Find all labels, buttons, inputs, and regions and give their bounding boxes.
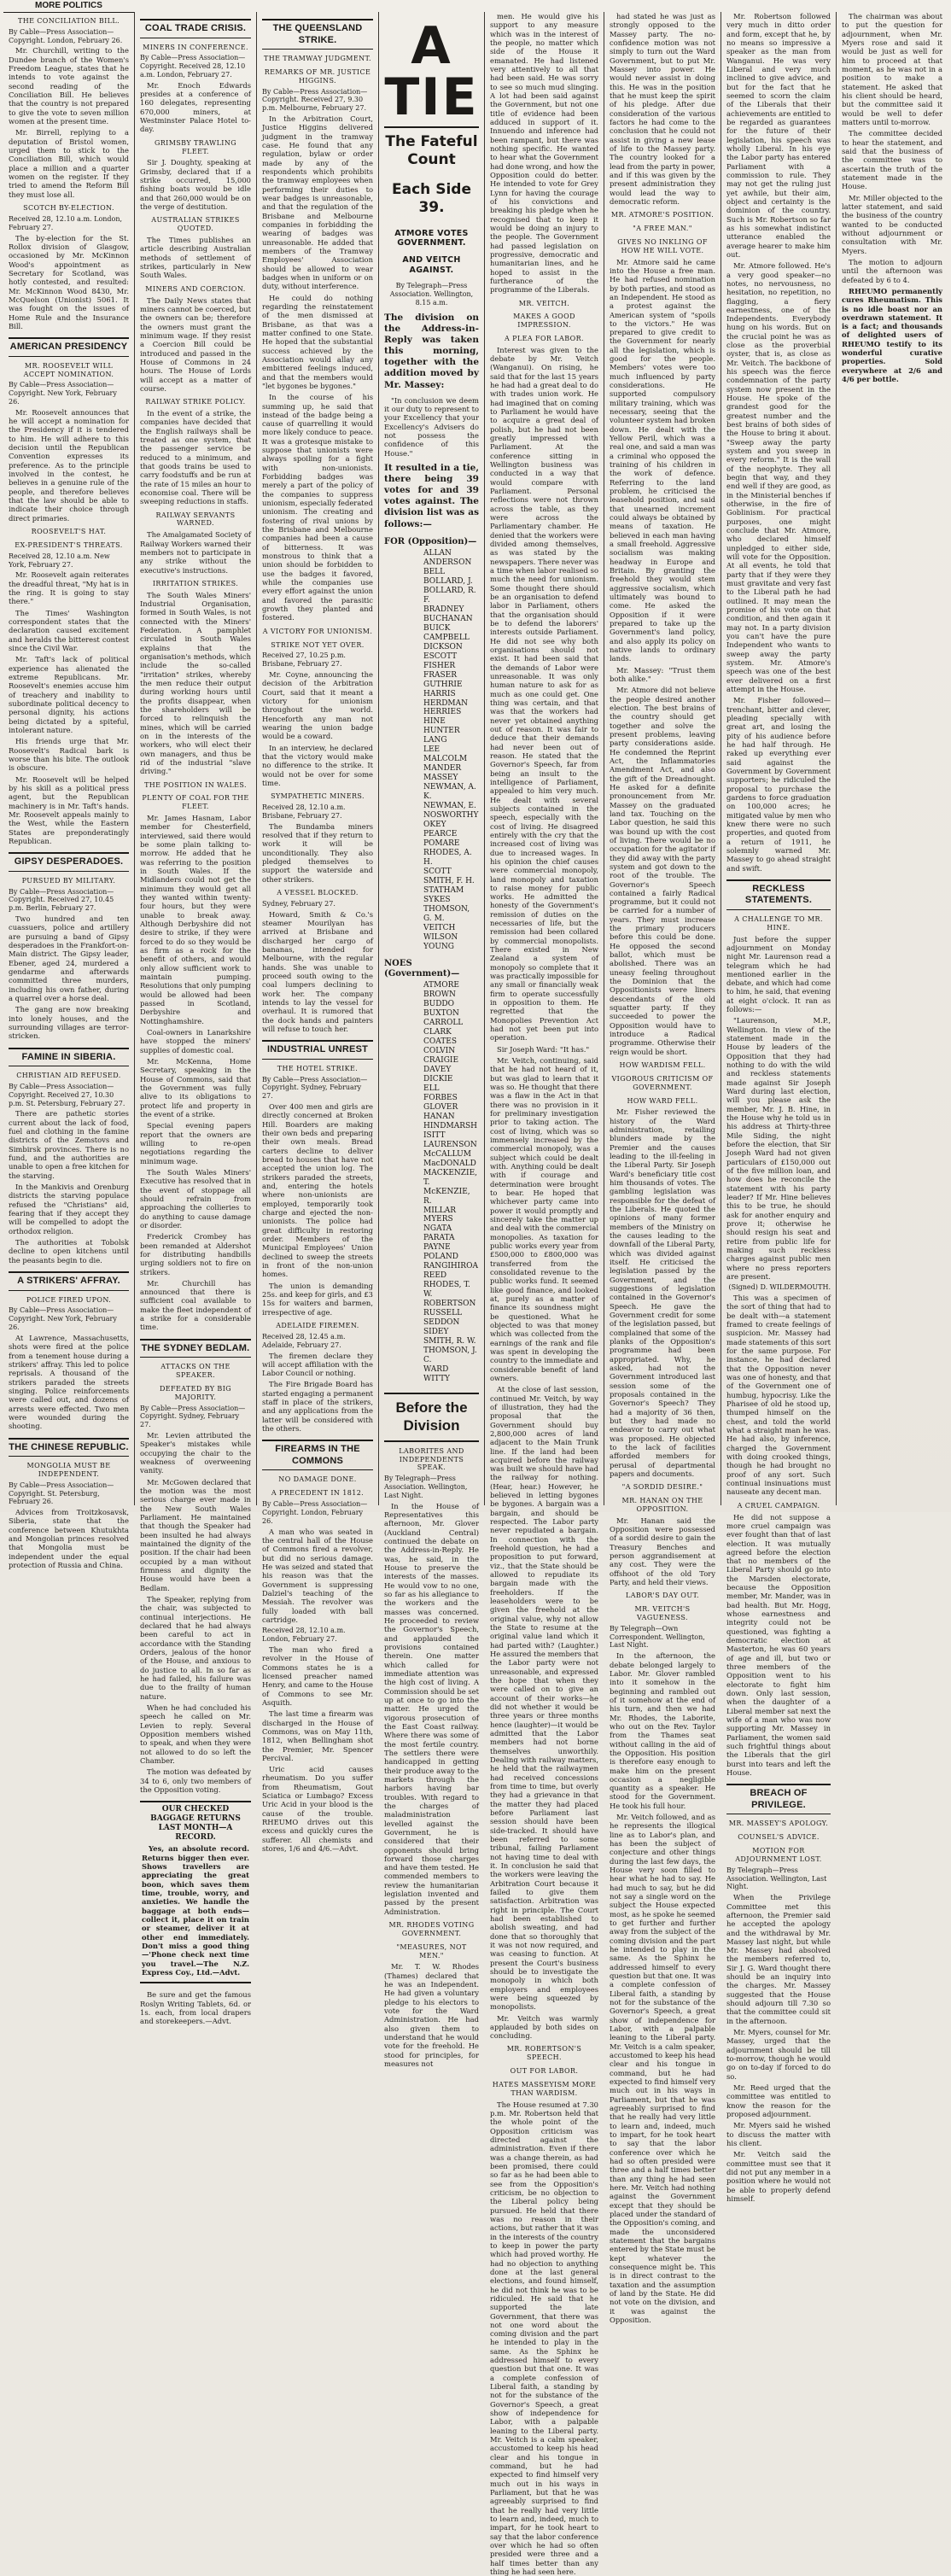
subhead: "MEASURES, NOT MEN." <box>396 1942 467 1960</box>
column-1 <box>3 12 134 1570</box>
paragraph: In the House of Representatives this afternoon, Mr. Glover (Auckland Central) continued the debate on the Address-in-Reply. He was, he said, in the House to preserve the interests of the masses. He would vow to no one, so far as his allegiance to the workers and the masses was concerned. He proceeded to review the Governor's Speech, and applauded the provisions contained therein. One matter which called for immediate attention was the high cost of living. A Commission should be set up at once to go into the matter. He urged the vigorous prosecution of the East Coast railway. Where there was some of the most fertile country. The settlers there were handicapped in getting their produce away to the markets through the harbors having bar troubles. With regard to the charges of maladministration levelled against the Government, he is considered that their opponents should bring forward those charges and have them tested. He commended members to review the humanitarian legislation invented and passed by the present Administration. <box>384 1501 479 1916</box>
paragraph: The motion to adjourn until the afternoon was defeated by 6 to 4. <box>842 257 942 284</box>
paragraph: Mr. Atmore did not believe the people desired another election. The best brains of the country should get together and solve the present problems, leaving party considerations aside. He condemned the Reprint Act, the Inflammatories Amendment Act, and also the gift of the Dreadnought. He asked for a definite pronouncement from Mr. Massey on the graduated land tax. Touching on the Labor question, he said this was bound up with the cost of living. There would be no occupation for the agitator if they did away with the party system and got down to the root of the trouble. The Governor's Speech contained a fairly Radical programme, but it could not be carried for a number of years. They must increase the primary producers before this could be done. He opposed the second ballot, which must be abolished. There was an uneasy feeling throughout the Dominion that the Oppositionists were liners descendants of the old squatter party. If they succeeded to power the Opposition would have to introduce a Radical programme. Otherwise their reign would be short. <box>610 686 715 1056</box>
paragraph: Mr. Veitch followed, and as he represents the illogical line as to Labor's plan, and has been the subject of conjecture and other things during the last few days, the House very soon filled to hear what he had to say. He had much to say, but he did not say a single word on the subject the House expected most, as he spoke he seemed to get further and further away from the subject of the coming division and the part he intended to play in the same. As the Sphinx he addressed himself to every question but that one. It was a complete confession of Liberal faith, a standing by not for the substance of the Governor's Speech, a great show of independence for Labor, with a palpable leaning to the Liberal party. Mr. Veitch is a calm speaker, accustomed to keep his head clear and his tongue in command, but he had expected to find himself very much out in his ways in Parliament, but that he was agreeably surprised to find that he really had very little to learn and, indeed, much to impart, for he took heart to say that the labor conference over which he had so often presided were three and a half times better than any thing he had seen here. Mr. Veitch had nothing against the Government except that they should be placed under the standard of the Opposition's coming, and made the unconsidered statement that the bargains entered by the State must be kept whatever the consequence might be. This is in direct contrast to the taxation and the assumption of land by the State. He did not vote on the division, and it was against the Opposition. <box>610 1813 715 2324</box>
member-name: BROWN <box>423 990 456 1000</box>
section-title: Before the Division <box>384 1393 479 1442</box>
paragraph: The Bundamba miners resolved that if they return to work it will be unconditionally. They also pledged themselves to support the waterside and other strikers. <box>262 821 373 884</box>
paragraph: The gang are now breaking into lonely houses, and the surrounding villages are terror-stricken. <box>9 1005 129 1041</box>
member-name: NOSWORTHY <box>423 811 479 821</box>
paragraph: Mr. Miller objected to the latter statement, and said the business of the country wanted to be conducted without adjournment or consultation with Mr. Myers. <box>842 193 942 255</box>
paragraph: The Fire Brigade Board has started engaging a permanent staff in place of the strikers, and any applications from the latter will be considered with the others. <box>262 1380 373 1434</box>
member-name: BELL <box>423 567 446 576</box>
ad-text: Yes, an absolute record. Returns bigger then ever. Shows travellers are appreciating the great boon, which saves them time, trouble, worry, and anxieties. We handle the baggage at both ends—collect it, place it on train or steamer, deliver it at other end immediately. Don't miss a good thing—'Phone check next time you travel.—The N.Z. Express Coy., Ltd.—Advt. <box>142 1844 249 1977</box>
paragraph: When the Privilege Committee met this afternoon, the Premier said he accepted the apology and the withdrawal by Mr. Massey last night, but while Mr. Massey had absolved the members referred to, Sir J. G. Ward thought there should be an inquiry into the charges. Mr. Massey suggested that the House should adjourn till 7.30 so that the committee could sit in the afternoon. <box>726 1893 831 2025</box>
subhead: AUSTRALIAN STRIKES QUOTED. <box>151 216 240 233</box>
paragraph: His friends urge that Mr. Roosevelt's Radical bark is worse than his bite. The outlook is obscure. <box>9 737 129 773</box>
advertisement-text: RHEUMO permanently cures Rheumatism. This is no idle boast nor an overdrawn statement. It is a fact; and thousands of delighted users of RHEUMO testify to its wonderful curative properties. Sold everywhere at 2/6 and 4/6 per bottle. <box>842 286 942 384</box>
member-name: BOLLARD, R. F. <box>423 586 476 605</box>
dateline: Received 27, 10.25 p.m. Brisbane, February 27. <box>262 651 346 669</box>
subhead: DEFEATED BY BIG MAJORITY. <box>159 1384 232 1401</box>
paragraph: Mr. Atmore said he came into the House a free man. He had refused nomination by both parties, and stood as an Independent. He stood as a protest against the American system of "spoils to the victors." He was prepared to give credit to the Government for nearly all the legislation, which is good for the people. Members' votes were too much influenced by party considerations. He supported compulsory military training, which was necessary, seeing that the volunteer system had broken down. He dealt with the Yellow Peril, which was a real one, and said a man was a criminal who opposed the training of his children in the work of defence. Referring to the land problem, he criticised the leasehold position, and said that unearned increment could always be obtained by means of taxation. He believed in each man having a small freehold. Aggressive socialism was making headway in Europe and Britain. By granting the freehold they would stem aggressive socialism, which ultimately was bound to come. He asked the Opposition if it were prepared to take up the Government's land policy, and also apply its policy on native lands to ordinary lands. <box>610 257 715 663</box>
paragraph: Mr. Myers, counsel for Mr. Massey, urged that the adjournment should be till to-morrow, though he would go on to-day if forced to do so. <box>726 2028 831 2081</box>
dateline: Received 28, 12.10 a.m. London, February 27. <box>9 214 123 231</box>
subhead: ROOSEVELT'S HAT. <box>31 528 107 536</box>
subhead: MAKES A GOOD IMPRESSION. <box>513 313 575 330</box>
dateline: By Cable—Press Association—Copyright. Received 27, 9.30 p.m. Melbourne, February 27. <box>262 87 368 113</box>
member-name: SIDEY <box>423 1328 449 1337</box>
dateline: By Telegraph—Press Association. Wellington, Last Night. <box>384 1475 468 1499</box>
dateline: Received 28, 12.10 a.m. London, February 27. <box>262 1627 346 1644</box>
dateline: Received 28, 12.10 a.m. New York, February 27. <box>9 552 110 569</box>
subhead: GIVES NO INKLING OF HOW HE WILL VOTE. <box>617 237 708 254</box>
subhead: ADELAIDE FIREMEN. <box>276 1322 359 1330</box>
subhead: MR. ROBERTSON'S SPEECH. <box>506 2045 582 2062</box>
ayes-list <box>423 549 479 952</box>
paragraph: There are pathetic stories current about the lack of food, fuel and clothing in the famine districts of the Zemstovs and Simbirsk provinces. There is no fund, and the authorities are unable to open a free kitchen for the starving. <box>9 1109 129 1180</box>
advertisement-text: Be sure and get the famous Roslyn Writing Tablets, 6d. or 1s. each, from local drapers and storekeepers.—Advt. <box>140 1990 251 2026</box>
member-name: COATES <box>423 1037 458 1047</box>
paragraph: Interest was given to the debate by Mr. Veitch (Wanganui). On rising, he said that for the last 15 years he had had a great deal to do with trades union work. He had imagined that on coming to Parliament he would have to acquire a great deal of polish, but he had not been greatly impressed with Parliament. At the conference sitting in Wellington business was conducted in a way that would compare with Parliament. Personal reflections were not thrown across the table, as they were across the Parliamentary chamber. He denied that the workers were divided among themselves, as was stated by the newspapers. There never was a time when labor realised so much the need for unionism. Some thought there should be an organisation to defend labor in Parliament, others that the organisation should be to defend the laborers' interests outside Parliament. He did not see why both organisations should not exist. It had been said that the demands of Labor were unreasonable. It was only human nature to ask for as much as one could get. One thing was certain, and that was that the workers had never yet obtained anything out of reason. It was fair to deduce that their demands had never been out of reason. He stated that the Governor's Speech, far from being an insult to the intelligence of Parliament, appealed to him very much. He dealt with several subjects contained in the speech, especially with the cost of living. He disagreed entirely with the cry that the increased cost of living was due to increased wages. In his opinion the chief causes were commercial monopoly, land monopoly and taxation to raise money for public works. He admitted the honesty of the Government's remission of duties on the necessaries of life, but the remission had been collared by commercial monopolists. There existed in New Zealand a system of monopoly so complete that it was practically impossible for any small or financially weak firm to operate successfully in opposition to them. He regretted that the Monopolies Prevention Act had not yet been put into operation. <box>490 345 598 1043</box>
headline: THE CONCILIATION BILL. <box>17 17 120 25</box>
paragraph: The firemen declare they will accept affiliation with the Labor Council or nothing. <box>262 1351 373 1378</box>
advertisement-text: Uric acid causes rheumatism. Do you suffer from Rheumatism, Gout Sciatica or Lumbago? Excess Uric Acid in your blood is the cause of the trouble. RHEUMO drives out this excess and quickly cures the sufferer. All chemists and stores, 1/6 and 4/6.—Advt. <box>262 1765 373 1854</box>
section-title: COAL TRADE CRISIS. <box>140 19 251 38</box>
member-name: ATMORE <box>423 981 459 990</box>
subhead: A VESSEL BLOCKED. <box>277 889 359 897</box>
paragraph: Howard, Smith & Co.'s steamer Mourilyan has arrived at Brisbane and discharged her cargo of bananas, intended for Melbourne, with the regular hands. She was unable to proceed south owing to the coal lumpers declining to work her. The company intends to lay the vessel for overhaul. It is rumored that the dock hands and painters will refuse to touch her. <box>262 909 373 1033</box>
member-name: CARROLL <box>423 1019 464 1028</box>
paragraph: At Lawrence, Massachusetts, shots were fired at the police from a tenement house during a strikers' affray. This led to police reprisals. A thousand of the strikers paraded the streets singing. Police reinforcements were called out, and dozens of arrests were effected. Two men were wounded during the shooting. <box>9 1333 129 1431</box>
column-4 <box>378 12 484 2069</box>
member-name: McCALLUM <box>423 1149 471 1159</box>
member-name: REED <box>423 1271 447 1281</box>
paragraph: In the Mankivis and Orenburg districts the starving populace refused the "Christians" aid, fearing that if they accept they will be compelled to adopt the orthodox religion. <box>9 1183 129 1235</box>
member-name: SMITH, F. H. <box>423 876 475 885</box>
paragraph: Advices from Troitzkosavsk, Siberia, state that the conference between Khutukhta and Mongolian princes resolved that Mongolia must be independent under the equal protection of Russia and China. <box>9 1508 129 1570</box>
paragraph: Mr. Fisher followed—trenchant, bitter and clever, pleading specially with great art, and losing the pity of his audience before he had half through. He raked up everything ever said against the Government by Government supporters; he ridiculed the proposal to purchase the gardens to force graduation on 100,000 acres; he mitigated value by men who knew there were no such properties, and quoted from a return of 1911, he solemnly warned Mr. Massey to go ahead straight and swift. <box>726 696 831 873</box>
paragraph: Mr. Roosevelt will be helped by his skill as a political press agent, but the Republican machinery is in Mr. Taft's hands. Mr. Roosevelt appeals mainly to the West, while the Eastern States are preponderatingly Republican. <box>9 774 129 845</box>
subhead: OUT FOR LABOR. <box>510 2067 579 2076</box>
paragraph: Mr. Veitch was warmly applauded by both sides on concluding. <box>490 2013 598 2041</box>
member-name: HINE <box>423 717 446 727</box>
member-name: COLVIN <box>423 1047 456 1056</box>
section-title: FAMINE IN SIBERIA. <box>9 1048 129 1067</box>
quote: "In conclusion we deem it our duty to represent to your Excellency that your Excellency's Advisers do not possess the confidence of this House." <box>384 395 479 458</box>
subhead: MR. ATMORE'S POSITION. <box>610 211 715 219</box>
paragraph: Sir J. Doughty, speaking at Grimsby, declared that if a strike occurred, 15,000 fishing boats would be idle and that 260,000 would be on the verge of destitution. <box>140 158 251 212</box>
subhead: HATES MASSEYISM MORE THAN WARDISM. <box>492 2080 597 2097</box>
paragraph: Mr. Fisher reviewed the history of the Ward administration, retailing blunders made by the Premier and the causes leading to the ill-feeling in the Liberal Party. Sir Joseph Ward's beneficiary title cost him thousands of votes. The gambling legislation was responsible for the defeat of the Liberals. He quoted the opinions of many former members of the Ministry on the causes leading to the downfall of the Liberal Party, which was divided against itself. He criticised the legislation passed by the Government, and the suggestions of legislation contained in the Governor's Speech. He gave the Government credit for some of the legislation passed, but complained that some of the planks of the Opposition's programme had been appropriated. Why, he asked, had not the Government introduced last session some of the proposals contained in the Governor's Speech? They had a majority of 36 then, but they had made no endeavor to carry out what was proposed. He objected to the lack of facilities afforded members for perusal of departmental papers and documents. <box>610 1107 715 1478</box>
subhead: SYMPATHETIC MINERS. <box>271 792 365 801</box>
member-name: ANDERSON <box>423 558 472 567</box>
member-name: RUSSELL <box>423 1309 463 1318</box>
paragraph: The motion was defeated by 34 to 6, only two members of the Opposition voting. <box>140 1767 251 1794</box>
subhead: IRRITATION STRIKES. <box>152 579 239 587</box>
member-name: DICKIE <box>423 1074 453 1084</box>
member-name: CAMPBELL <box>423 633 470 642</box>
member-name: BUDDO <box>423 1000 455 1009</box>
member-name: MACKENZIE, T. <box>423 1168 478 1187</box>
dateline: By Telegraph—Press Association. Wellington, Last Night. <box>726 1866 827 1891</box>
dateline: Sydney, February 27. <box>262 899 335 908</box>
lede: It resulted in a tie, there being 39 votes for and 39 votes against. The division list was as follows:— <box>384 462 479 529</box>
member-name: GLOVER <box>423 1102 458 1112</box>
subhead: RAILWAY SERVANTS WARNED. <box>155 511 236 528</box>
subhead: POLICE FIRED UPON. <box>26 1295 112 1304</box>
member-name: HINDMARSH <box>423 1121 477 1130</box>
ayes-heading: FOR (Opposition)— <box>384 536 477 546</box>
subhead: LABOR'S DAY OUT. <box>625 1592 700 1600</box>
member-name: POMARE <box>423 839 460 849</box>
member-name: PAYNE <box>423 1243 451 1253</box>
paragraph: Mr. McGowen declared that the motion was the most serious charge ever made in the New South Wales Parliament. He maintained that though the Speaker had been insulted he had always maintained the dignity of the position. If the chair had been occupied by a man without firmness and dignity the House would have been a Bedlam. <box>140 1477 251 1592</box>
subhead: REMARKS OF MR. JUSTICE HIGGINS. <box>264 67 371 85</box>
paragraph: Mr. Taft's lack of political experience has alienated the extreme Republicans. Mr. Roosevelt's enemies accuse him of treachery and inability to subordinate political decency to personal dignity, his actions being dictated by a spiteful, intolerant nature. <box>9 655 129 734</box>
subhead: PLENTY OF COAL FOR THE FLEET. <box>142 794 249 811</box>
member-name: FISHER <box>423 661 456 670</box>
subhead: HOW WARDISM FELL. <box>619 1061 706 1070</box>
member-name: ISITT <box>423 1130 446 1140</box>
column-8 <box>836 12 948 1505</box>
paragraph: The by-election for the St. Rollox division of Glasgow, occasioned by Mr. McKinnon Wood's appointment as Secretary for Scotland, was hotly contested, and resulted: Mr. McKinnon Wood 8430, Mr. McQuelson (Unionist) 5061. It was fought on the issues of Home Rule and the Insurance Bill. <box>9 233 129 330</box>
section-title: FIREARMS IN THE COMMONS <box>262 1440 373 1470</box>
paragraph: He did not suppose a more cruel campaign was ever fought than that of last election. It was mutually agreed before the election that no members of the Liberal Party should go into the Marsden electorate, because the Opposition member, Mr. Mander, was in bad health. But Mr. Hogg, whose earnestness and integrity could not be questioned, was fighting a democratic election at Masterton, he was 60 years of age and ill, but two or three members of the Opposition went to his electorate to fight him down. Only last session, when the daughter of a Liberal member sat next the wife of a man who was now supporting Mr. Massey in Parliament, the women said such frightful things about the Liberals that the girl burst into tears and left the House. <box>726 1512 831 1778</box>
member-name: ALLAN <box>423 549 452 558</box>
paragraph: A man who was seated in the central hall of the House of Commons fired a revolver, but did no serious damage. He was seized and stated that his reason was that the Government is suppressing Dalziel's teaching of the Messiah. The revolver was fully loaded with ball cartridge. <box>262 1527 373 1624</box>
dateline: By Cable—Press Association—Copyright. New York, February 26. <box>9 381 117 406</box>
column-3 <box>256 12 378 1854</box>
paragraph: The House resumed at 7.30 p.m. Mr. Robertson held that the whole point of the Opposition criticism was directed against the administration. Even if there was a change therein, as had been promised, there could so far as he had been able to see from the Opposition's criticism, be no objection to the Liberal policy being pursued. He held that there was no reason in their actions, but rather that it was in the interests of the country to keep in power the party which had proved worthy. He had no objection to anything done at the last general elections, and found himself, he did not think he was to be ridiculed. He said that he supported the late Government, that there was not one word about the coming division and the part he intended to play in the same. As the Sphinx he addressed himself to every question but that one. It was a complete confession of Liberal faith, a standing by not for the substance of the Governor's Speech, a great show of independence for Labor, with a palpable leaning to the Liberal party. Mr. Veitch is a calm speaker, accustomed to keep his head clear and his tongue in command, but he had expected to find himself very much out in his ways in Parliament, but that he was agreeably surprised to find that he really had very little to learn and, indeed, much to impart, for he took heart to say that the labor conference over which he had so often presided were three and a half times better than any thing he had seen here. <box>490 2100 598 2576</box>
dateline: By Cable—Press Association—Copyright. Sydney, February 27. <box>140 1404 246 1429</box>
paragraph: Mr. Coyne, announcing the decision of the Arbitration Court, said that it meant a victory for unionism throughout the world. Henceforth any man not wearing the union badge would be a coward. <box>262 670 373 741</box>
member-name: HARRIS <box>423 689 456 698</box>
paragraph: He could do nothing regarding the reinstatement of the men dismissed at Brisbane, as that was a matter confined to one State. He hoped that the substantial success achieved by the Association would allay any embittered feelings induced, and that the members would "let bygones be bygones." <box>262 293 373 390</box>
section-title: RECKLESS STATEMENTS. <box>726 879 831 910</box>
signature: (Signed) D. WILDERMOUTH. <box>728 1283 831 1292</box>
paragraph: The man who fired a revolver in the House of Commons states he is a licensed preacher named Henry, and came to the House of Commons to see Mr. Asquith. <box>262 1644 373 1707</box>
member-name: BUCHANAN <box>423 614 473 623</box>
paragraph: Mr. Robertson followed very much in ditto order and form, except that he, by no means so impressive a speaker as the man from Wanganui. He was very Liberal and very much inclined to give advice, and but for the fact that he seemed to scorn the claim of the Liberals that their achievements are entitled to be regarded as guarantees for the future of their legislation, his speech was wholly Liberal. In his eye the Labor party has entered Parliament with a commission to rule. They may not get the ruling just yet awhile, but their aim, object and certainty is the dominion of the country. Such is Mr. Robertson so far as his somewhat indistinct utterance enabled the average hearer to make him out. <box>726 12 831 259</box>
paragraph: Coal-owners in Lanarkshire have stopped the miners' supplies of domestic coal. <box>140 1027 251 1054</box>
member-name: YOUNG <box>423 942 454 951</box>
subhead: MR. VEITCH'S VAGUENESS. <box>634 1605 691 1621</box>
member-name: RHODES, T. W. <box>423 1281 470 1300</box>
member-name: CRAIGIE <box>423 1056 459 1066</box>
paragraph: "Laurenson, M.P., Wellington. In view of the statement made in the House by leaders of the Opposition that they had nothing to do with the wild and reckless statements made against Sir Joseph Ward during last election, will you please ask the member, Mr. J. B. Hine, in the House why he told us in his address at Thirty-three Mile Siding, the night before the election, that Sir Joseph Ward had not given particulars of £150,000 out of the five million loan, and how does he reconcile the statement with his party leader? If Mr. Hine believes this to be true, he should ask for another enquiry and prove it; otherwise he should resign his seat and retire from public life for making such reckless charges against public men where no press reporters are present. <box>726 1016 831 1281</box>
headline-line: ATMORE VOTES GOVERNMENT. <box>394 228 469 248</box>
member-name: ELL <box>423 1084 440 1093</box>
member-name: BUXTON <box>423 1009 459 1019</box>
noes-list <box>423 981 479 1384</box>
member-name: THOMSON, G. M. <box>423 904 470 923</box>
subhead: A VICTORY FOR UNIONISM. <box>262 627 373 635</box>
member-name: SCOTT <box>423 867 452 876</box>
dateline: Received 28, 12.10 a.m. Brisbane, February 27. <box>262 803 346 820</box>
paragraph: The Daily News states that miners cannot be coerced, but the owners can be; therefore the owners must grant the minimum wage. If they resist a Coercion Bill could be introduced and passed in the House of Commons in 24 hours. The House of Lords will accept as a matter of course. <box>140 295 251 393</box>
member-name: SEDDON <box>423 1318 460 1328</box>
member-name: LEE <box>423 745 440 755</box>
dateline: By Cable—Press Association—Copyright. London, February 26. <box>9 27 123 44</box>
section-title: GIPSY DESPERADOES. <box>9 852 129 872</box>
member-name: WARD <box>423 1364 449 1374</box>
subhead: "A FREE MAN." <box>633 225 692 233</box>
subhead: MINERS IN CONFERENCE. <box>143 43 248 51</box>
paragraph: Mr. McKenna, Home Secretary, speaking in the House of Commons, said that the Government was fully alive to its obligations to protect life and property in the event of a strike. <box>140 1056 251 1119</box>
subhead: THE TRAMWAY JUDGMENT. <box>263 55 371 63</box>
paragraph: Mr. T. W. Rhodes (Thames) declared that he was an Independent. He had given a voluntary pledge to his electors to vote for the Ward Administration. He had also given them to understand that he would vote for the freehold. He stood for principles, for measures not <box>384 1962 479 2069</box>
member-name: LANG <box>423 736 447 745</box>
dateline: By Cable—Press Association—Copyright. Received 28, 12.10 a.m. London, February 27. <box>140 54 246 79</box>
paragraph: In the Arbitration Court, Justice Higgins delivered judgment in the tramway case. He found that any regulation, bylaw or order made by any of the respondents which prohibits the tramway employees when performing their duties to wear badges is unreasonable, and that the regulation of the Brisbane and Melbourne companies in forbidding the wearing of badges was unreasonable. He added that members of the Tramway Employees' Association should be allowed to wear badges when in uniform or on duty, without interference. <box>262 114 373 291</box>
section-title: THE QUEENSLAND STRIKE. <box>262 19 373 50</box>
subhead: STRIKE NOT YET OVER. <box>271 640 365 649</box>
member-name: SMITH, R. W. <box>423 1337 476 1346</box>
section-title: AMERICAN PRESIDENCY <box>9 337 129 357</box>
dateline: By Telegraph—Press Association. Wellington, 8.15 a.m. <box>389 282 474 307</box>
section-title: A STRIKERS' AFFRAY. <box>9 1271 129 1291</box>
member-name: PEARCE <box>423 830 458 839</box>
subhead: RAILWAY STRIKE POLICY. <box>145 398 246 406</box>
member-name: BRADNEY <box>423 605 464 614</box>
subhead: PURSUED BY MILITARY. <box>21 876 116 885</box>
paragraph: Mr. Reed urged that the committee was entitled to know the reason for the proposed adjournment. <box>726 2083 831 2119</box>
member-name: SYKES <box>423 895 451 904</box>
headline-line: AND VEITCH AGAINST. <box>402 254 461 275</box>
paragraph: The South Wales Miners' Executive has resolved that in the event of stoppage all should refrain from approaching the collieries to do anything to cause damage or disorder. <box>140 1167 251 1230</box>
paragraph: men. He would give his support to any measure which was in the interest of the people, no matter which side of the House it emanated. He had listened very attentively to all that had been said. He was sorry to see so much mud slinging. A lot had been said against the Government, but not one title of evidence had been adduced in support of it. Innuendo and inference had been rampant, but there was nothing specific. He wanted to hear what the Government had done wrong, and how the Opposition could do better. He intended to vote for Grey Lynn for having the courage of his convictions and breaking his pledge when he recognised that to keep it would be doing an injury to the people. The Government had passed legislation on progressive, democratic and humanitarian lines, and he hoped to assist in the furtherance of the programme of the Liberals. <box>490 12 598 295</box>
member-name: WITTY <box>423 1374 450 1383</box>
member-name: FRASER <box>423 670 458 680</box>
subhead: THE HOTEL STRIKE. <box>277 1064 359 1072</box>
subhead: NO DAMAGE DONE. <box>278 1475 357 1484</box>
paragraph: In an interview, he declared that the victory would make no difference to the strike. It would not be over for some time. <box>262 743 373 787</box>
member-name: HERDMAN <box>423 698 469 708</box>
member-name: MASSEY <box>423 774 458 783</box>
member-name: BUICK <box>423 623 451 633</box>
paragraph: The chairman was about to put the question for adjournment, when Mr. Myers rose and said it would be just as well for him to proceed at that moment, as he was not in a position to make a statement. He asked that his client should be heard, but the committee said it would be well to defer matters until to-morrow. <box>842 12 942 126</box>
subhead: MR. VEITCH. <box>518 299 570 307</box>
dateline: Received 28, 12.45 a.m. Adelaide, February 27. <box>262 1332 346 1349</box>
dateline: By Cable—Press Association—Copyright. New York, February 26. <box>9 1306 117 1332</box>
paragraph: Mr. Veitch said the committee must see that it did not put any member in a position where he would not be able to properly defend himself. <box>726 2150 831 2204</box>
member-name: DICKSON <box>423 642 463 651</box>
paragraph: Over 400 men and girls are directly concerned at Broken Hill. Boarders are making their own beds and preparing their own meals. Bread carters decline to deliver bread to houses that have not accepted the union log. The strikers paraded the streets, and, entering the hotels where non-unionists are employed, temporarily took charge and ejected the non-unionists. The police had great difficulty in restoring order. Members of the Municipal Employees' Union declined to sweep the streets in front of the non-union homes. <box>262 1102 373 1279</box>
paragraph: Mr. Hanan said the Opposition were possessed of a sordid desire to gain the Treasury Benches and person aggrandisement at any cost. They were the offshoot of the old Tory Party, and held their views. <box>610 1516 715 1586</box>
member-name: RHODES, A. H. <box>423 849 472 867</box>
paragraph: Mr. James Hasnam, Labor member for Chesterfield, interviewed, said there would be some plain talking to-morrow. He added that he was referring to the position in South Wales. If the Midlanders could not get the minimum they would get all they wanted within twenty-four hours, but they were unable to break away. Although Derbyshire did not desire to strike, if they were forced to do so they would be as firm as a rock for the benefit of others, and would only allow sufficient work to maintain pumping. Resolutions that only pumping would be allowed had been passed in Scotland, Derbyshire and Nottinghamshire. <box>140 814 251 1025</box>
subhead: MR. MASSEY'S APOLOGY. <box>728 1820 829 1828</box>
member-name: VEITCH <box>423 923 456 932</box>
section-title: THE CHINESE REPUBLIC. <box>9 1438 129 1457</box>
member-name: HERRIES <box>423 708 462 717</box>
subhead: "A SORDID DESIRE." <box>621 1483 703 1492</box>
subhead: A PRECEDENT IN 1812. <box>271 1489 365 1498</box>
member-name: POLAND <box>423 1253 459 1262</box>
member-name: ESCOTT <box>423 651 458 661</box>
member-name: HUNTER <box>423 727 460 736</box>
member-name: BOLLARD, J. <box>423 576 473 586</box>
subhead: EX-PRESIDENT'S THREATS. <box>15 540 123 549</box>
subhead: ATTACKS ON THE SPEAKER. <box>160 1363 230 1380</box>
main-headline: A TIE <box>384 16 479 127</box>
section-title: BREACH OF PRIVILEGE. <box>726 1784 831 1814</box>
paragraph: Mr. Veitch, continuing, said that he had not heard of it, but was glad to learn that it was so. He thought that there was a flaw in the Act in that there was no provision in it for preliminary investigation prior to taking action. The cost of living, which was so immensely increased by the commercial monopoly, was a subject which could be dealt with. Anything could be dealt with if courage and determination were brought to bear. He hoped that whichever party came into power it would promptly and sincerely take the matter up and deal with the commercial monopolies. As taxation for public works every year from £500,000 to £800,000 was transferred from the consolidated revenue to the public works fund. It seemed like good finance, and looked at, purely as a matter of finance its soundness might be questioned. What he objected to was that money which was collected from the earnings of the rank and file was spent in developing the country to the immediate and considerable benefit of land owners. <box>490 1056 598 1382</box>
paragraph: Mr. Massey: "Trust them both alike." <box>610 665 715 683</box>
dateline: By Cable—Press Association—Copyright. London, February 26. <box>262 1500 368 1525</box>
paragraph: had stated he was just as strongly opposed to the Massey party. The no-confidence motion was not simply to turn out the Ward Government, but to put Mr. Massey into power. He would never assist in doing this. He was in the position that he must keep the spirit of his pledge. After due consideration of the various factors he had come to the conclusion that he could not assist in giving a new lease of life to the Massey party. The country looked for a lead from the party in power, and if this was given by the present administration they would lead the way to democratic reform. <box>610 12 715 206</box>
paragraph: The union is demanding 25s. and keep for girls, and £3 15s for waiters and barmen, irrespective of age. <box>262 1281 373 1317</box>
subhead: A CHALLENGE TO MR. HINE. <box>734 914 823 932</box>
subhead: VIGOROUS CRITICISM OF GOVERNMENT. <box>611 1074 714 1091</box>
paragraph: Mr. Enoch Edwards presides at a conference of 160 delegates, representing 670,000 miners, at Westminster Palace Hotel to-day. <box>140 80 251 134</box>
paragraph: The authorities at Tobolsk decline to open kitchens until the peasants begin to die. <box>9 1238 129 1265</box>
paragraph: Special evening papers report that the owners are willing to re-open negotiations regarding the minimum wage. <box>140 1121 251 1165</box>
paragraph: Two hundred and ten cuassuers, police and artillery are pursuing a band of Gipsy desperadoes in the Frankfort-on-Main district. The Gipsy leader, Ebener, aged 24, murdered a gendarme and afterwards committed three murders, including his own father, during a quarrel over a horse deal. <box>9 914 129 1003</box>
paragraph: Mr. Atmore followed. He's a very good speaker—no notes, no nervousness, no hesitation, no repetition, no flagging, a fiery earnestness, one of the Independents. Everybody hung on his words. But on the crucial point he was as close as the proverbial oyster, that is, as close as Mr. Veitch. The backbone of his speech was the fierce condemnation of the party system now present in the House. He spoke of the grandest good for the greatest number and the best brains of both sides of the House to bring it about. "Sweep away the party system and you sweep in every reform." It is the wall of the neophyte. They all begin that way, and they end well if they are good, as in the Ministerial benches if otherwise, in the fire of Goblinism. For practical purposes, one might conclude that Mr. Atmore, who declared himself unpledged to either side, will vote for the Opposition. At all events, he told that party that if they were they must gravitate and very fast to the Liberal path he had outlined. It may mean the promise of his vote on that condition, and then again it may not. In a party division you can't have the pure Independent who wants to sweep away the party system. Mr. Atmore's speech was one of the best ever delivered on a first attempt in the House. <box>726 261 831 693</box>
section-title: INDUSTRIAL UNREST <box>262 1040 373 1060</box>
member-name: DAVEY <box>423 1065 452 1074</box>
subhead: CHRISTIAN AID REFUSED. <box>16 1072 121 1080</box>
member-name: STATHAM <box>423 885 464 895</box>
column-6 <box>604 12 721 2324</box>
member-name: NEWMAN, E. <box>423 802 476 811</box>
paragraph: Mr. Roosevelt again reiterates the dreadful threat, "My hat is in the ring. It is going to stay there." <box>9 570 129 606</box>
paragraph: Mr. Birrell, replying to a deputation of Bristol women, urged them to stick to the Conciliation Bill, which would place a million and a quarter women on the register. If they tried to amend the Reform Bill they must lose all. <box>9 128 129 199</box>
subhead: COUNSEL'S ADVICE. <box>738 1833 820 1842</box>
member-name: RANGIHIROA <box>423 1262 478 1271</box>
subhead: A CRUEL CAMPAIGN. <box>737 1501 820 1510</box>
paragraph: Mr. Churchill has announced that there is sufficient coal available to make the fleet independent of a strike for a considerable time. <box>140 1278 251 1332</box>
paragraph: This was a specimen of the sort of thing that had to be dealt with—a statement framed to create feelings of suspicion. Mr. Massey had made statements of this sort for the same purpose. For instance, he had declared that the Opposition never was one of honesty, and that of the Government one of humbug, hypocrisy. Like the Pharisee of old he stood up, thumped himself on the chest, and told the world what a straight man he was. He had also, by inference, charged the Government with doing crooked things, though he had brought no proof of any sort. Such continual insinuations must nauseate any decent man. <box>726 1294 831 1497</box>
paragraph: The South Wales Miners' Industrial Organisation, formed in South Wales, is not connected with the Miners' Federation. A pamphlet circulated in South Wales explains that the organisation's methods, which include the so-called "irritation" strikes, whereby the men reduce their output during working hours until the profits disappear, when the shareholders will be forced to relinquish the mines, which will be carried on in the interests of the workers, who will elect their own managers, and thus be rid of the industrial "slave driving." <box>140 590 251 776</box>
member-name: MALCOLM <box>423 755 468 764</box>
dateline: By Telegraph—Own Correspondent. Wellington, Last Night. <box>610 1624 705 1650</box>
paragraph: The Speaker, replying from the chair, was subjected to continual interjections. He declared that he had always been careful to act in accordance with the Standing Orders, jealous of the honor of the House, and anxious to do justice to all. In so far as he had failed, his failure was due to the frailty of human nature. <box>140 1595 251 1701</box>
dateline: By Cable—Press Association—Copyright. Sydney, February 27. <box>262 1075 368 1101</box>
member-name: LAURENSON <box>423 1140 477 1149</box>
member-name: CLARK <box>423 1028 452 1037</box>
advertisement <box>140 1801 251 1983</box>
paragraph: Mr. Roosevelt announces that he will accept a nomination for the Presidency if it is tendered to him. He will adhere to this decision until the Republican Convention expresses its preference. As to the principle involved in the contest, he believes in a genuine rule of the people, and therefore believes that the law should be able to indicate their choice through direct primaries. <box>9 407 129 523</box>
member-name: MILLAR <box>423 1206 456 1215</box>
member-name: PARATA <box>423 1234 455 1243</box>
subhead: MR. ROOSEVELT WILL ACCEPT NOMINATION. <box>23 361 114 378</box>
paragraph: The committee decided to hear the statement, and said that the business of the committee was to ascertain the truth of the statement made in the House. <box>842 129 942 191</box>
dateline: By Cable—Press Association—Copyright. St. Petersburg, February 26. <box>9 1481 114 1506</box>
member-name: NGATA <box>423 1224 452 1234</box>
lede: The division on the Address-in-Reply was taken this morning, together with the addition moved by Mr. Massey: <box>384 312 479 390</box>
member-name: MYERS <box>423 1215 453 1224</box>
paragraph: Mr. Churchill, writing to the Dundee branch of the Women's Freedom League, states that he intends to vote against the second reading of the Conciliation Bill. He believes that the country is not prepared to give the vote to seven million women at the present time. <box>9 46 129 126</box>
paragraph: In the afternoon, the debate belonged largely to Labor. Mr. Glover rambled into it somehow in the beginning and rambled out of it somehow at the end of his turn, and then we had Mr. Rhodes, the Laborite, who out on the Rev. Taylor from the Thames seat without calling in the aid of the Opposition. His position is therefore easy enough to make him on the present occasion a negligible quantity as a speaker. He stood for the Government. He took his full hour. <box>610 1651 715 1810</box>
column-2 <box>134 12 256 2026</box>
paragraph: Mr. Myers said he wished to discuss the matter with his client. <box>726 2121 831 2148</box>
member-name: ROBERTSON <box>423 1300 476 1309</box>
subhead: MR. HANAN ON THE OPPOSITION. <box>621 1496 703 1513</box>
member-name: FORBES <box>423 1093 458 1102</box>
subhead: MINERS AND COERCION. <box>145 284 246 293</box>
page-masthead: MORE POLITICS <box>3 0 134 13</box>
paragraph: In the course of his summing up, he said that instead of the badge being a cause of quarrelling it would more likely conduce to peace. It was a grotesque mistake to suppose that unionists were always spoiling for a fight with non-unionists. Forbidding badges was merely a part of the policy of the companies to suppress unionism, especially federated unionism. The creating and fostering of rival unions by the Brisbane and Melbourne companies had been a cause of bitterness. It was monstrous to think that a union should be forbidden to use the badges it favored, while the companies use every effort against the union and favored the parasitic growth they planted and fostered. <box>262 393 373 622</box>
paragraph: Frederick Crombey has been remanded at Aldershot for distributing handbills urging soldiers not to fire on strikers. <box>140 1232 251 1276</box>
subhead: A PLEA FOR LABOR. <box>505 334 584 342</box>
member-name: WILSON <box>423 932 458 942</box>
section-title: THE SYDNEY BEDLAM. <box>140 1339 251 1358</box>
member-name: McKENZIE, R. <box>423 1187 470 1206</box>
subhead: GRIMSBY TRAWLING FLEET. <box>154 138 237 155</box>
paragraph: In the event of a strike, the companies have decided that the English railways shall be treated as one system, that the passenger service be reduced to a minimum, and that goods trains be used to carry foodstuffs and be run at the rate of 15 miles an hour to economise coal. There will be sweeping reductions in staffs. <box>140 408 251 506</box>
paragraph: Mr. Levien attributed the Speaker's mistakes while occupying the chair to the weakness of overweening vanity. <box>140 1431 251 1475</box>
subhead: MR. RHODES VOTING GOVERNMENT. <box>388 1921 475 1937</box>
column-5 <box>484 12 604 2576</box>
member-name: OKEY <box>423 821 446 830</box>
headline: SCOTCH BY-ELECTION. <box>23 204 114 213</box>
paragraph: The Amalgamated Society of Railway Workers warned their members not to participate in any strike without the executive's instructions. <box>140 530 251 575</box>
paragraph: Just before the supper adjournment on Monday night Mr. Laurenson read a telegram which he had mentioned earlier in the debate, and which had come to him, he said, that evening at eight o'clock. It ran as follows:— <box>726 934 831 1014</box>
dateline: By Cable—Press Association—Copyright. Received 27, 10.30 p.m. St. Petersburg, February 27. <box>9 1083 125 1107</box>
paragraph: Sir Joseph Ward: "It has." <box>497 1044 590 1054</box>
member-name: MANDER <box>423 764 462 774</box>
dateline: By Cable—Press Association—Copyright. Received 27, 10.45 p.m. Berlin, February 27. <box>9 887 114 913</box>
paragraph: When he had concluded his speech he called on Mr. Levien to reply. Several Opposition members wished to speak, and when they were not allowed to do so left the Chamber. <box>140 1703 251 1765</box>
member-name: MacDONALD <box>423 1159 476 1168</box>
subhead: HOW WARD FELL. <box>627 1096 698 1105</box>
headline-deck: The Fateful Count <box>384 126 479 169</box>
subhead: MOTION FOR ADJOURNMENT LOST. <box>735 1847 822 1863</box>
column-7 <box>721 12 836 2204</box>
ad-title: OUR CHECKED BAGGAGE RETURNS LAST MONTH—A RECORD. <box>150 1805 241 1843</box>
paragraph: The Times publishes an article describing Australian methods of settlement of strikes, particularly in New South Wales. <box>140 236 251 280</box>
member-name: NEWMAN, A. K. <box>423 783 476 802</box>
paragraph: The Times' Washington correspondent states that the declaration caused excitement and heralds the bitterest contest since the Civil War. <box>9 608 129 653</box>
member-name: THOMSON, J. C. <box>423 1346 477 1365</box>
noes-heading: NOES (Government)— <box>384 958 460 978</box>
paragraph: At the close of last session, continued Mr. Veitch, by way of illustration, they had the proposal that the Government should buy 2,800,000 acres of land adjacent to the Main Trunk line. If the land had been acquired before the railway was built we should have had the railway for nothing. (Hear, hear.) However, he believed in letting bygones be bygones. A bargain was a bargain, and should be respected. The Labor party never repudiated a bargain. In connection with the freehold question, he had a proposition to put forward, viz., that the State should be allowed to repudiate its bargain made with the freeholders. If the leaseholders were to be given the freehold at the original value, why not allow the State to resume at the original value land which it had parted with? (Laughter.) He assured the members that the Labor party were not unreasonable, and expressed the hope that when they were called on to give an account of their works—he did not whether it would be three years or three months hence (laughter)—it would be admitted that the Labor members had not borne themselves unworthily. Dealing with railway matters, he held that the railwaymen had received concessions from time to time, but overly they had a grievance in that the matter they had placed before Parliament last session should have been side-tracked. It should have been referred to some tribunal, failing Parliament not having time to deal with it. In conclusion he said that the workers were leaving the Arbitration Court because it failed to give them satisfaction. Arbitration was right in principle. The Court had been established to abolish sweating, and had done that so thoroughly that it was not now required, and was ceasing to function. At present the Court's business should be to investigate the monopoly in which both employers and employees were being squeezed by monopolists. <box>490 1385 598 2012</box>
subhead: LABORITES AND INDEPENDENTS SPEAK. <box>399 1446 464 1472</box>
subhead: MONGOLIA MUST BE INDEPENDENT. <box>26 1462 111 1478</box>
member-name: HANAN <box>423 1112 455 1121</box>
member-name: GUTHRIE <box>423 680 463 689</box>
vote-count-headline: Each Side 39. <box>392 180 471 216</box>
subhead: THE POSITION IN WALES. <box>144 780 247 789</box>
paragraph: The last time a firearm was discharged in the House of Commons, was on May 11th, 1812, when Bellingham shot the Premier, Mr. Spencer Percival. <box>262 1709 373 1762</box>
